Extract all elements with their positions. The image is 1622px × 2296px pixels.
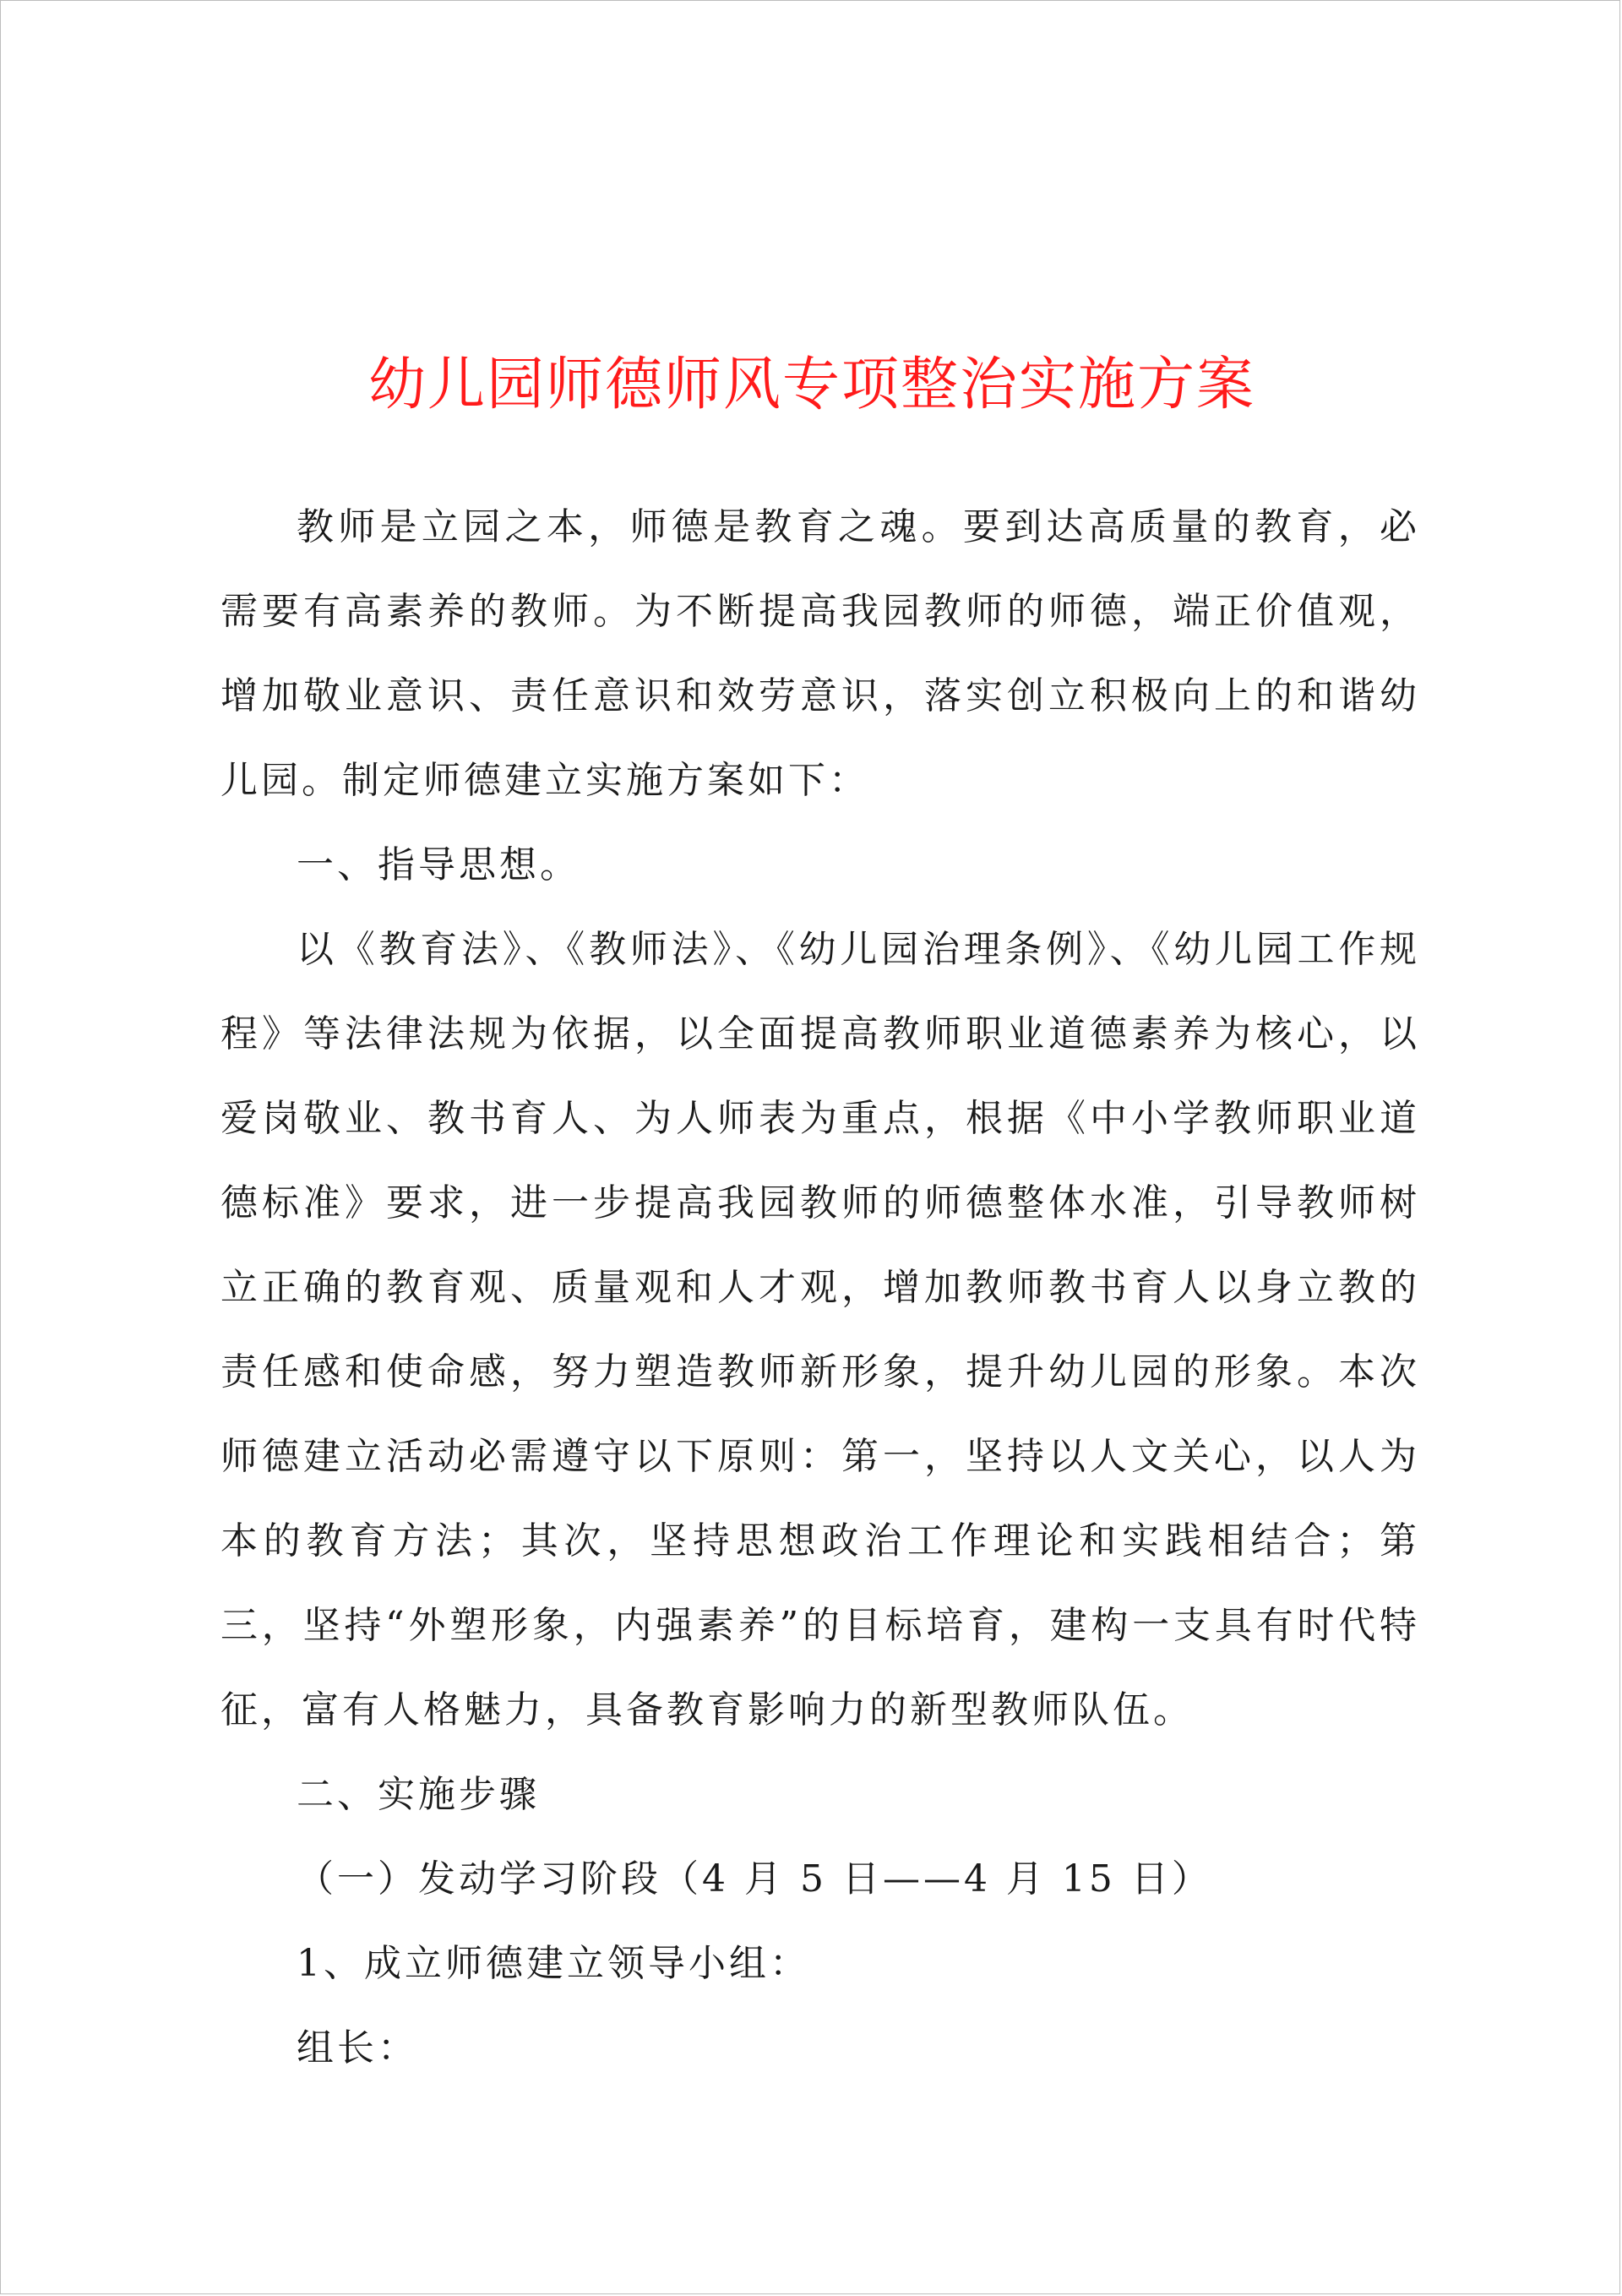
intro-paragraph: 教师是立园之本，师德是教育之魂。要到达高质量的教育，必需要有高素养的教师。为不断提高我园教师的师德，端正价值观，增加敬业意识、责任意识和效劳意识，落实创立积极向上的和谐幼儿园。制定师德建立实施方案如下： — [220, 505, 1420, 802]
section-heading-implementation-steps: 二、实施步骤 — [297, 1773, 540, 1816]
group-leader-label: 组长： — [297, 2026, 418, 2070]
document-body — [220, 485, 1420, 2091]
subsection-heading-mobilization-stage: （一）发动学习阶段（4 月 5 日——4 月 15 日） — [297, 1857, 1212, 1901]
document-title: 幼儿园师德师风专项整治实施方案 — [367, 352, 1255, 418]
section-heading-guiding-thought: 一、指导思想。 — [297, 843, 580, 886]
list-item-leadership-group: 1、成立师德建立领导小组： — [297, 1942, 810, 1985]
guiding-thought-paragraph: 以《教育法》、《教师法》、《幼儿园治理条例》、《幼儿园工作规程》等法律法规为依据，以全面提高教师职业道德素养为核心，以爱岗敬业、教书育人、为人师表为重点，根据《中小学教师职业道德标准》要求，进一步提高我园教师的师德整体水准，引导教师树立正确的教育观、质量观和人才观，增加教师教书育人以身立教的责任感和使命感，努力塑造教师新形象，提升幼儿园的形象。本次师德建立活动必需遵守以下原则：第一，坚持以人文关心，以人为本的教育方法；其次，坚持思想政治工作理论和实践相结合；第三，坚持“外塑形象，内强素养”的目标培育，建构一支具有时代特征，富有人格魅力，具备教育影响力的新型教师队伍。 — [220, 928, 1420, 1732]
